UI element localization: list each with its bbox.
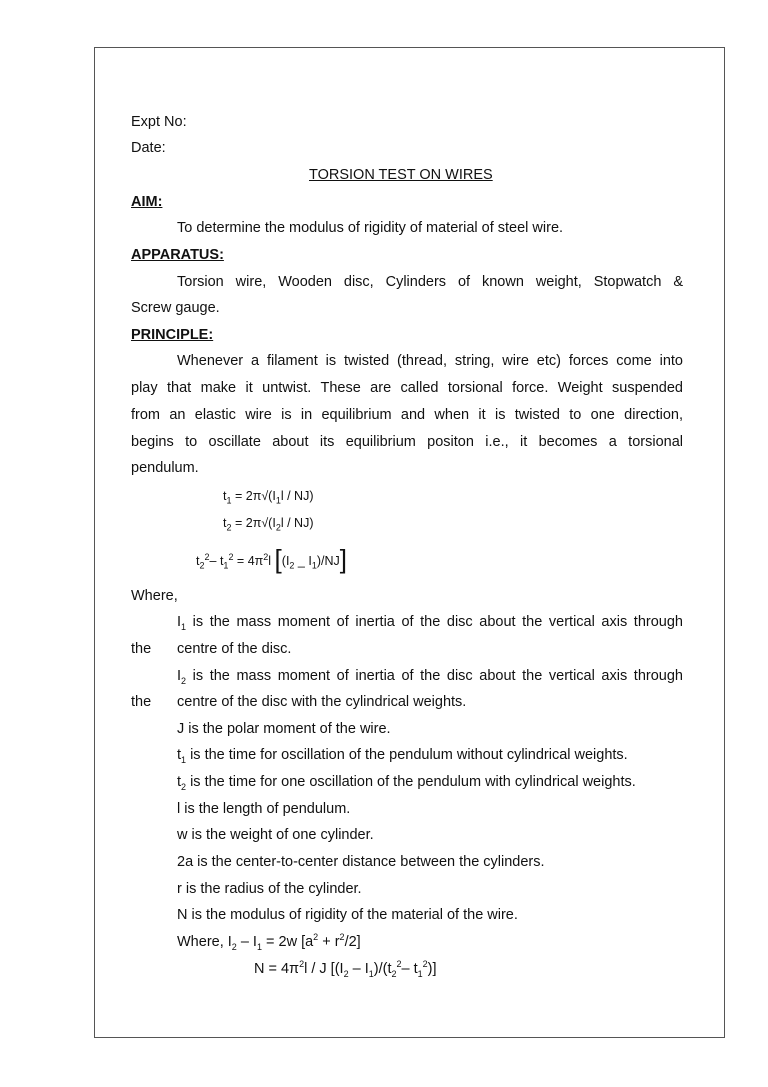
- aim-text: To determine the modulus of rigidity of material of steel wire.: [177, 220, 564, 236]
- where-i2-the: the: [131, 694, 152, 710]
- where-n: N is the modulus of rigidity of the material of the wire.: [177, 907, 518, 923]
- where-t1: $t_1$ is the time for oscillation of the pendulum without cylindrical weights.: [177, 747, 628, 765]
- where-label: Where,: [131, 588, 178, 604]
- principle-line-4: begins to oscillate about its equilibrium positon i.e., it becomes a torsional: [131, 434, 683, 450]
- where-l: l is the length of pendulum.: [177, 801, 351, 817]
- where-r: r is the radius of the cylinder.: [177, 881, 362, 897]
- formula-t1: $t_1 = 2\pi√(I_1l / NJ)$: [223, 489, 314, 506]
- page-title: TORSION TEST ON WIRES: [309, 167, 493, 183]
- where-i1-line-1: $I_1$ is the mass moment of inertia of the disc about the vertical axis through: [177, 614, 683, 632]
- apparatus-line-1: Torsion wire, Wooden disc, Cylinders of known weight, Stopwatch &: [177, 274, 683, 290]
- where-w: w is the weight of one cylinder.: [177, 827, 374, 843]
- where-i1-line-2: centre of the disc.: [177, 641, 292, 657]
- principle-heading: PRINCIPLE:: [131, 327, 214, 343]
- apparatus-heading: APPARATUS:: [131, 247, 224, 263]
- where-i1-the: the: [131, 641, 152, 657]
- principle-line-2: play that make it untwist. These are called torsional force. Weight suspended: [131, 380, 683, 396]
- where-j: J is the polar moment of the wire.: [177, 721, 391, 737]
- aim-heading: AIM:: [131, 194, 163, 210]
- apparatus-line-2: Screw gauge.: [131, 300, 220, 316]
- expt-no-label: Expt No:: [131, 114, 187, 130]
- formula-t2: $t_2 = 2\pi√(I_2l / NJ)$: [223, 516, 314, 533]
- where-2a: 2a is the center-to-center distance between the cylinders.: [177, 854, 545, 870]
- where-inertia-difference: Where, $I_2 - I_1 = 2w$ $[a^2 + r^2/2]$: [177, 932, 361, 952]
- where-t2: $t_2$ is the time for one oscillation of the pendulum with cylindrical weights.: [177, 774, 636, 792]
- formula-difference: $t_2^2-$ $t_1^2 = 4\pi^2l$ [($I_2$ _ $I_1)/NJ$]: [196, 544, 347, 574]
- principle-line-1: Whenever a filament is twisted (thread, string, wire etc) forces come into: [177, 353, 683, 369]
- date-label: Date:: [131, 140, 166, 156]
- where-i2-line-1: $I_2$ is the mass moment of inertia of the disc about the vertical axis through: [177, 668, 683, 686]
- final-formula: $N = 4\pi^2l / J$ [$(I_2 - I_1)/(t_2^2-$ $t_1^2$)]: [254, 959, 437, 979]
- principle-line-3: from an elastic wire is in equilibrium and when it is twisted to one direction,: [131, 407, 683, 423]
- where-i2-line-2: centre of the disc with the cylindrical weights.: [177, 694, 467, 710]
- principle-line-5: pendulum.: [131, 460, 199, 476]
